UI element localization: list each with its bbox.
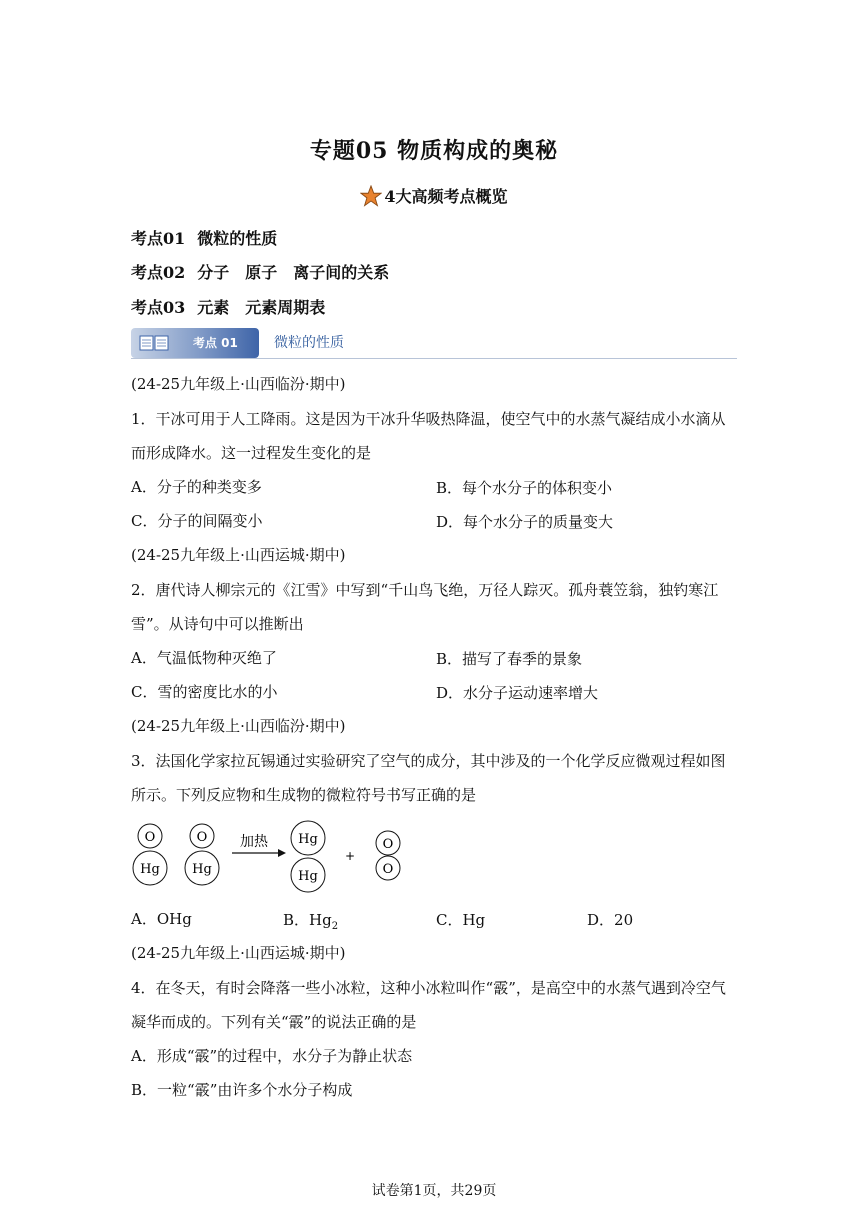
book-icon [139,335,169,351]
option-a: A．分子的种类变多 [131,478,262,496]
page-footer: 试卷第1页，共29页 [371,1183,497,1199]
question-stem: 凝华而成的。下列有关“霰”的说法正确的是 [131,1013,417,1031]
subtitle-text: 4大高频考点概览 [384,187,508,206]
option-a: A．形成“霰”的过程中，水分子为静止状态 [131,1047,413,1065]
o-label: O [382,862,394,877]
banner-tag: 考点 01 [193,336,238,350]
option-c: C．Hg [436,911,486,929]
question-source: (24-25九年级上·山西运城·期中) [131,944,346,962]
star-icon [360,185,382,207]
question-source: (24-25九年级上·山西运城·期中) [131,546,346,564]
option-b: B．$Hg_2$ [283,911,339,932]
question-stem: 1．干冰可用于人工降雨。这是因为干冰升华吸热降温，使空气中的水蒸气凝结成小水滴从 [131,410,726,428]
subtitle [0,184,868,207]
arrow-head [278,849,286,857]
page-title: 专题05 物质构成的奥秘 [309,138,559,164]
hg-label: Hg [192,862,212,877]
divider [131,358,737,359]
plus-sign: + [344,849,356,863]
hgo-molecule [185,824,219,885]
option-a: A．OHg [131,910,192,928]
o-label: O [144,830,156,845]
kaodian-item: 考点03 元素 元素周期表 [131,298,326,317]
kaodian-item: 考点02 分子 原子 离子间的关系 [131,263,390,282]
option-d: D．水分子运动速率增大 [436,684,599,702]
option-a: A．气温低物种灭绝了 [131,649,277,667]
option-b: B．一粒“霰”由许多个水分子构成 [131,1081,353,1099]
hg-label: Hg [140,862,160,877]
question-stem: 3．法国化学家拉瓦锡通过实验研究了空气的成分，其中涉及的一个化学反应微观过程如图 [131,752,726,770]
hgo-molecule [133,824,167,885]
option-b: B．每个水分子的体积变小 [436,479,613,497]
hg-atom [291,821,325,892]
question-stem: 2．唐代诗人柳宗元的《江雪》中写到“千山鸟飞绝，万径人踪灭。孤舟蓑笠翁，独钓寒江 [131,581,719,599]
option-c: C．分子的间隔变小 [131,512,263,530]
option-c: C．雪的密度比水的小 [131,683,278,701]
kaodian-item: 考点01 微粒的性质 [131,229,278,248]
question-stem: 所示。下列反应物和生成物的微粒符号书写正确的是 [131,786,477,804]
question-stem: 雪”。从诗句中可以推断出 [131,615,304,633]
option-d: D．20 [587,911,634,929]
hg-label: Hg [298,869,318,884]
o2-molecule [376,831,400,880]
arrow-label: 加热 [240,834,268,850]
option-d: D．每个水分子的质量变大 [436,513,614,531]
section-banner [131,328,737,362]
question-stem: 而形成降水。这一过程发生变化的是 [131,444,372,462]
question-source: (24-25九年级上·山西临汾·期中) [131,717,346,735]
question-source: (24-25九年级上·山西临汾·期中) [131,375,346,393]
banner-name: 微粒的性质 [274,335,344,351]
reaction-diagram [128,820,418,900]
o-label: O [196,830,208,845]
question-stem: 4．在冬天，有时会降落一些小冰粒，这种小冰粒叫作“霰”，是高空中的水蒸气遇到冷空气 [131,979,726,997]
o-label: O [382,837,394,852]
option-b: B．描写了春季的景象 [436,650,583,668]
hg-label: Hg [298,832,318,847]
